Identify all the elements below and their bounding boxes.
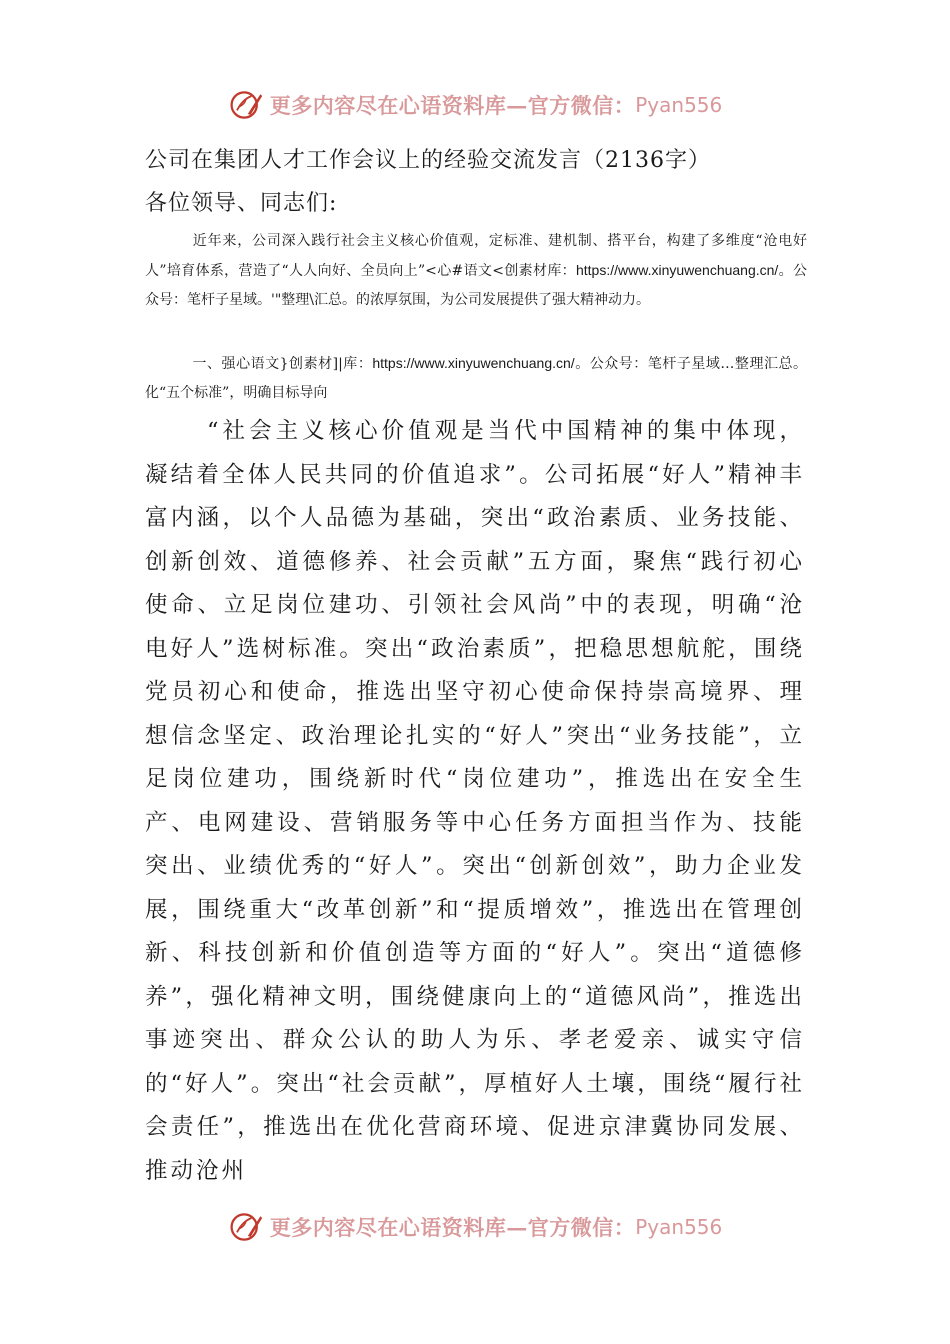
banner-handle: Pyan556 [635, 1215, 723, 1239]
section-text-b: 。公众号：笔杆子星域…整理汇总。化“五个标准”，明确目标导向 [145, 356, 808, 401]
section-url: https://www.xinyuwenchuang.cn/ [372, 355, 575, 371]
intro-text-a: 近年来，公司深入践行社会主义核心价值观，定标准、建机制、搭平台，构建了多维度“沧电好人”培育体系，营造了“人人向好、全员向上”<心#语文<创素材库： [145, 233, 807, 279]
intro-paragraph [145, 227, 807, 315]
banner-text: 更多内容尽在心语资料库—官方微信： [269, 1215, 636, 1240]
pen-logo-icon [228, 87, 264, 123]
section-heading [145, 349, 807, 408]
banner-handle: Pyan556 [635, 93, 723, 117]
document-title: 公司在集团人才工作会议上的经验交流发言（2136字） [145, 148, 711, 173]
pen-logo-icon [228, 1209, 264, 1245]
footer-banner [0, 1202, 950, 1252]
header-banner [0, 80, 950, 130]
intro-text-b: 。公众号：笔杆子星域。'"整理\汇总。的浓厚氛围，为公司发展提供了强大精神动力。 [145, 263, 807, 308]
greeting: 各位领导、同志们: [145, 191, 338, 216]
banner-text: 更多内容尽在心语资料库—官方微信： [269, 93, 636, 118]
section-text-a: 一、强心语文}创素材]|库： [192, 356, 373, 372]
body-paragraph [145, 410, 805, 1193]
body-text: “社会主义核心价值观是当代中国精神的集中体现，凝结着全体人民共同的价值追求”。公司拓展“好人”精神丰富内涵，以个人品德为基础，突出“政治素质、业务技能、创新创效、道德修养、社会贡献”五方面，聚焦“践行初心使命、立足岗位建功、引领社会风尚”中的表现，明确“沧电好人”选树标准。突出“政治素质”，把稳思想航舵，围绕党员初心和使命，推选出坚守初心使命保持崇高境界、理想信念坚定、政治理论扎实的“好人”突出“业务技能”，立足岗位建功，围绕新时代“岗位建功”，推选出在安全生产、电网建设、营销服务等中心任务方面担当作为、技能突出、业绩优秀的“好人”。突出“创新创效”，助力企业发展，围绕重大“改革创新”和“提质增效”，推选出在管理创新、科技创新和价值创造等方面的“好人”。突出“道德修养”，强化精神文明，围绕健康向上的“道德风尚”，推选出事迹突出、群众公认的助人为乐、孝老爱亲、诚实守信的“好人”。突出“社会贡献”，厚植好人土壤，围绕“履行社会责任”，推选出在优化营商环境、促进京津冀协同发展、推动沧州 [145, 418, 805, 1184]
intro-url: https://www.xinyuwenchuang.cn/ [575, 262, 779, 278]
